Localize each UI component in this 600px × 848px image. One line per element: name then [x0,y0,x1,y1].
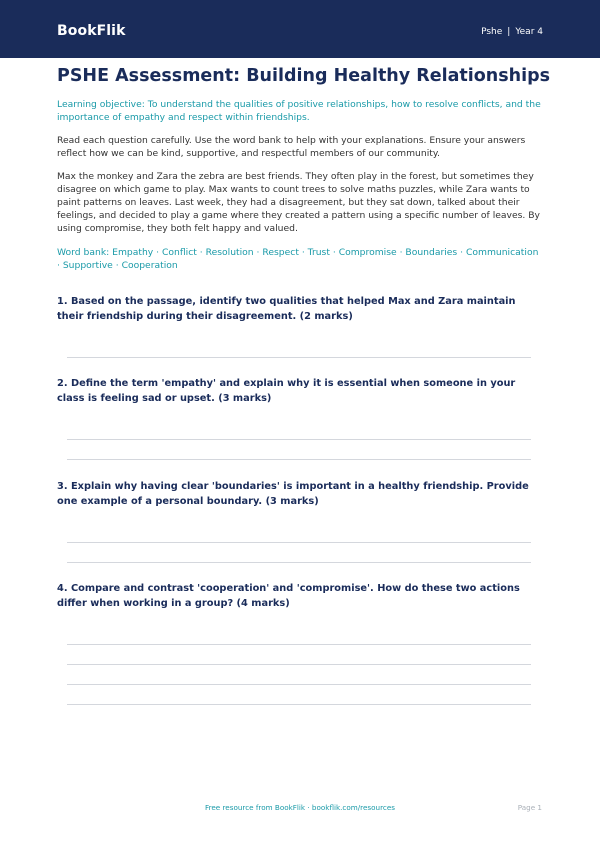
question-4-text: 4. Compare and contrast 'cooperation' and 'compromise'. How do these two actions differ when working in a group? (4 marks) [57,583,520,609]
learning-objective: Learning objective: To understand the qualities of positive relationships, how to resolve conflicts, and the importance of empathy and respect within friendships. [57,99,541,123]
meta-separator: | [507,27,511,37]
year-label: Year 4 [515,27,543,37]
answer-line[interactable] [67,542,531,543]
answer-line[interactable] [67,664,531,665]
question-3 [57,479,543,509]
question-2-text: 2. Define the term 'empathy' and explain why it is essential when someone in your class is feeling sad or upset. (3 marks) [57,378,516,404]
question-1-text: 1. Based on the passage, identify two qualities that helped Max and Zara maintain their friendship during their disagreement. (2 marks) [57,296,516,322]
page-number: Page 1 [517,803,542,812]
answer-line[interactable] [67,704,531,705]
answer-line[interactable] [67,644,531,645]
footer-resource-link[interactable]: Free resource from BookFlik · bookflik.com/resources [204,803,396,812]
answer-line[interactable] [67,684,531,685]
answer-line[interactable] [67,562,531,563]
page-title: PSHE Assessment: Building Healthy Relationships [57,66,551,86]
header-bar [0,0,600,58]
question-3-text: 3. Explain why having clear 'boundaries' is important in a healthy friendship. Provide one example of a personal boundary. (3 marks) [57,481,529,507]
story-passage: Max the monkey and Zara the zebra are best friends. They often play in the forest, but sometimes they disagree on which game to play. Max wants to count trees to solve maths puzzles, while Zara wants to paint patterns on leaves. Last week, they had a disagreement, but they sat down, talked about their feelings, and decided to play a game where they created a pattern using a specific number of leaves. By using compromise, they both felt happy and valued. [57,171,540,234]
question-4 [57,581,543,611]
question-1 [57,294,543,324]
word-bank: Word bank: Empathy · Conflict · Resolution · Respect · Trust · Compromise · Boundaries · Communication · Supportive · Cooperation [57,247,539,271]
brand-logo-text[interactable]: BookFlik [57,23,126,39]
subject-label: Pshe [481,27,503,37]
question-2 [57,376,543,406]
intro-section [57,64,551,272]
answer-line[interactable] [67,459,531,460]
instructions-text: Read each question carefully. Use the word bank to help with your explanations. Ensure your answers reflect how we can be kind, supportive, and respectful members of our community. [57,135,526,159]
answer-line[interactable] [67,439,531,440]
answer-line[interactable] [67,357,531,358]
subject-year-label [481,26,543,38]
